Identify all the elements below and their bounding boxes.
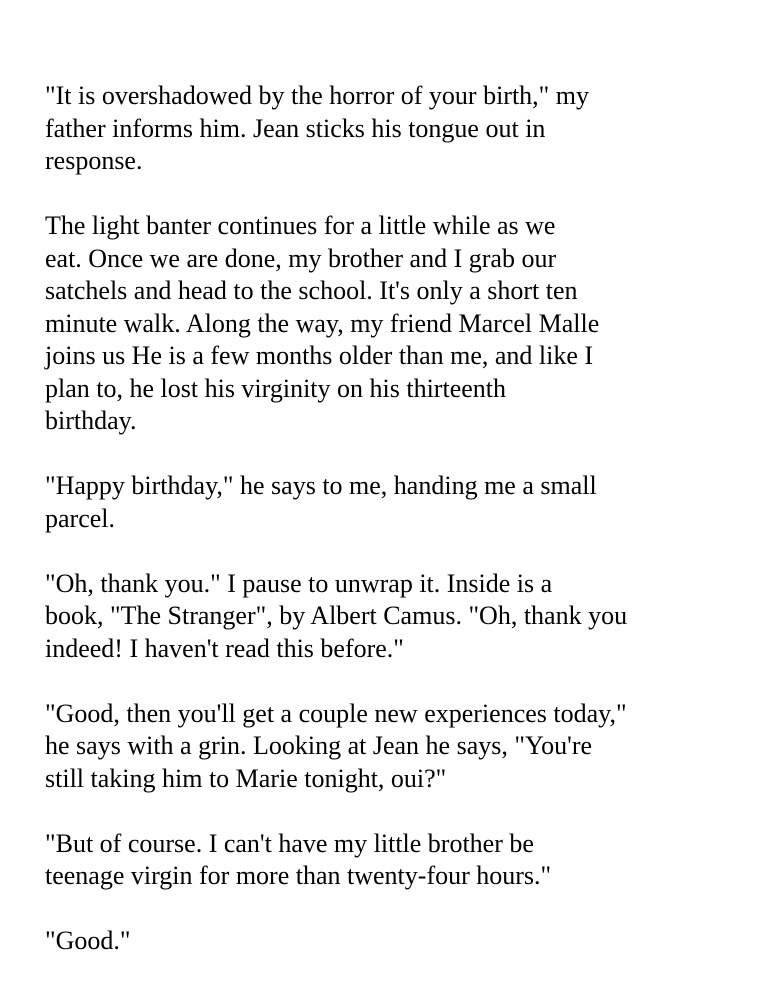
paragraph <box>45 80 745 178</box>
text-line: The light banter continues for a little while as we <box>45 211 556 240</box>
text-line: joins us He is a few months older than me, and like I <box>45 341 594 370</box>
paragraph <box>45 568 745 666</box>
text-line: minute walk. Along the way, my friend Marcel Malle <box>45 308 600 338</box>
text-line: indeed! I haven't read this before." <box>45 633 404 663</box>
text-line: parcel. <box>45 503 116 533</box>
text-line: father informs him. Jean sticks his tongue out in <box>45 113 546 143</box>
text-line: "It is overshadowed by the horror of your birth," my <box>45 81 590 110</box>
text-line: book, "The Stranger", by Albert Camus. "Oh, thank you <box>45 601 628 630</box>
paragraph <box>45 210 745 438</box>
text-line: eat. Once we are done, my brother and I grab our <box>45 243 557 273</box>
paragraph <box>45 698 745 796</box>
document-page <box>45 80 745 990</box>
paragraph <box>45 925 745 958</box>
text-line: still taking him to Marie tonight, oui?" <box>45 763 447 793</box>
paragraph <box>45 470 745 535</box>
text-line: birthday. <box>45 406 137 435</box>
text-line: "Oh, thank you." I pause to unwrap it. Inside is a <box>45 568 553 598</box>
text-line: "Good, then you'll get a couple new experiences today," <box>45 698 627 728</box>
text-line: "But of course. I can't have my little brother be <box>45 828 534 858</box>
paragraph <box>45 828 745 893</box>
text-line: response. <box>45 146 143 175</box>
text-line: "Good." <box>45 926 131 955</box>
text-line: "Happy birthday," he says to me, handing me a small <box>45 471 597 500</box>
text-line: teenage virgin for more than twenty-four hours." <box>45 861 552 890</box>
text-line: he says with a grin. Looking at Jean he says, "You're <box>45 731 593 760</box>
text-line: satchels and head to the school. It's only a short ten <box>45 276 578 305</box>
text-line: plan to, he lost his virginity on his thirteenth <box>45 373 506 403</box>
